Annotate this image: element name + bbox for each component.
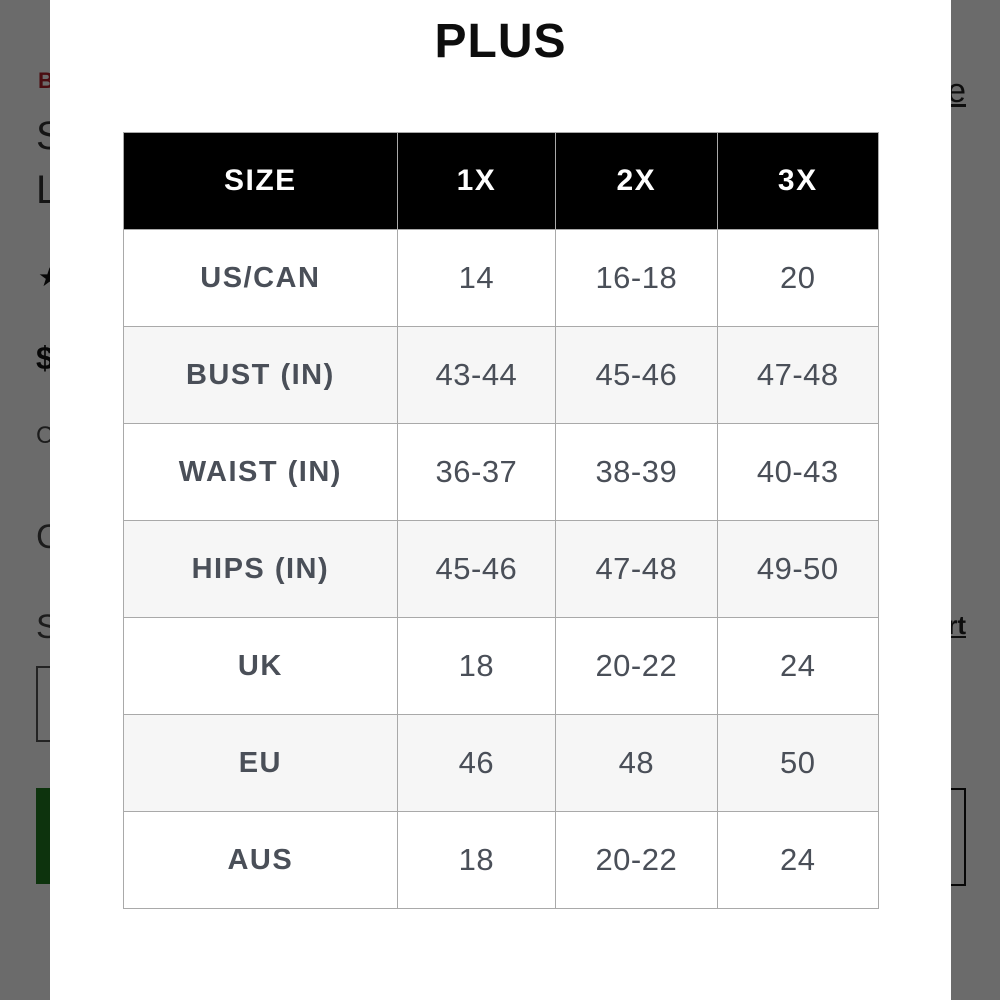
- row-label: WAIST (IN): [124, 424, 398, 521]
- table-row: [124, 715, 879, 812]
- row-label: US/CAN: [124, 230, 398, 327]
- table-cell: 20: [717, 230, 878, 327]
- row-label: BUST (IN): [124, 327, 398, 424]
- table-cell: 24: [717, 812, 878, 909]
- table-row: [124, 230, 879, 327]
- table-cell: 47-48: [717, 327, 878, 424]
- table-cell: 38-39: [556, 424, 717, 521]
- table-row: [124, 424, 879, 521]
- table-row: [124, 812, 879, 909]
- table-cell: 46: [397, 715, 555, 812]
- header-2x: 2X: [556, 133, 717, 230]
- size-chart-modal: [50, 0, 951, 1000]
- table-cell: 47-48: [556, 521, 717, 618]
- row-label: AUS: [124, 812, 398, 909]
- table-row: [124, 521, 879, 618]
- table-cell: 18: [397, 618, 555, 715]
- table-cell: 36-37: [397, 424, 555, 521]
- row-label: EU: [124, 715, 398, 812]
- table-cell: 49-50: [717, 521, 878, 618]
- table-cell: 43-44: [397, 327, 555, 424]
- row-label: UK: [124, 618, 398, 715]
- table-cell: 16-18: [556, 230, 717, 327]
- modal-title: PLUS: [434, 15, 567, 68]
- header-size: SIZE: [124, 133, 398, 230]
- table-cell: 14: [397, 230, 555, 327]
- table-header-row: [124, 133, 879, 230]
- table-cell: 50: [717, 715, 878, 812]
- header-1x: 1X: [397, 133, 555, 230]
- table-cell: 48: [556, 715, 717, 812]
- table-row: [124, 327, 879, 424]
- table-cell: 40-43: [717, 424, 878, 521]
- header-3x: 3X: [717, 133, 878, 230]
- row-label: HIPS (IN): [124, 521, 398, 618]
- table-cell: 45-46: [397, 521, 555, 618]
- size-chart-table: [123, 132, 879, 909]
- table-cell: 18: [397, 812, 555, 909]
- table-row: [124, 618, 879, 715]
- table-cell: 45-46: [556, 327, 717, 424]
- table-cell: 20-22: [556, 618, 717, 715]
- table-cell: 24: [717, 618, 878, 715]
- table-cell: 20-22: [556, 812, 717, 909]
